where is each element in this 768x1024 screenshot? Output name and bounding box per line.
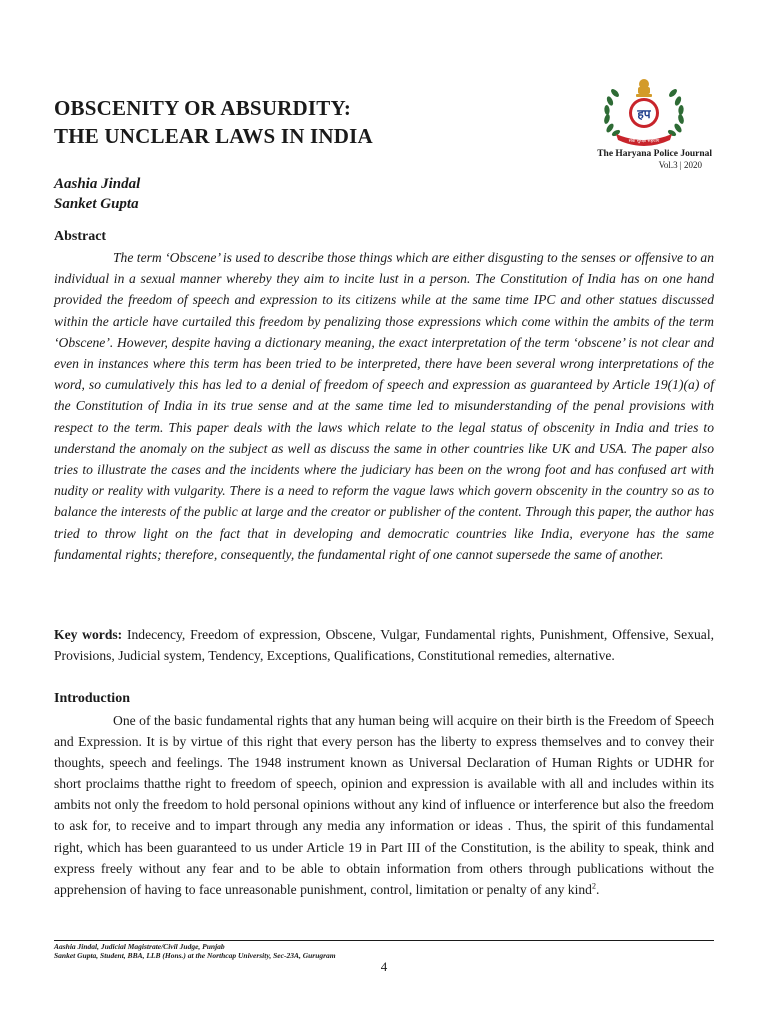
introduction-end: . [595, 881, 600, 897]
emblem-motto: सेवा सुरक्षा सहयोग [628, 139, 660, 144]
keywords-text: Indecency, Freedom of expression, Obscene, Vulgar, Fundamental rights, Punishment, Offensive, Sexual, Provisions, Judicial system, Tendency, Exceptions, Qualifications, Constitutional remedies, alternative. [54, 627, 714, 663]
article-title [54, 94, 494, 150]
introduction-heading: Introduction [54, 691, 130, 706]
journal-name: The Haryana Police Journal [597, 149, 712, 159]
author-list [54, 174, 140, 214]
abstract-heading: Abstract [54, 229, 107, 244]
introduction-text [54, 710, 714, 900]
footnote-divider [54, 940, 714, 941]
footnotes [54, 942, 714, 960]
journal-volume: Vol.3 | 2020 [658, 160, 702, 170]
keywords [54, 624, 714, 666]
haryana-police-emblem-icon [596, 76, 692, 148]
footnote: Sanket Gupta, Student, BBA, LLB (Hons.) at the Northcap University, Sec-23A, Gurugram [54, 951, 336, 960]
title-line-2: THE UNCLEAR LAWS IN INDIA [54, 124, 373, 148]
introduction-body: One of the basic fundamental rights that any human being will acquire on their birth is the Freedom of Speech and Expression. It is by virtue of this right that every person has the liberty to express themselves and to convey their thoughts, speech and feelings. The 1948 instrument known as Universal Declaration of Human Rights or UDHR for short proclaims thatthe right to freedom of speech, opinion and expression is available with all and includes within its ambits not only the freedom to hold personal opinions without any kind of influence or interference but also the freedom to ask for, to receive and to impart through any media any information or ideas . Thus, the spirit of this fundamental right, which has been guaranteed to us under Article 19 in Part III of the Constitution, is the ability to speak, think and express freely without any fear and to be able to obtain information from others through publications without the apprehension of having to face unreasonable punishment, control, limitation or penalty of any kind [54, 713, 714, 897]
keywords-label: Key words: [54, 627, 123, 642]
footnote: Aashia Jindal, Judicial Magistrate/Civil Judge, Punjab [54, 942, 225, 951]
author-name: Sanket Gupta [54, 196, 139, 212]
title-line-1: OBSCENITY OR ABSURDITY: [54, 96, 352, 120]
journal-info [560, 149, 712, 171]
abstract-text: The term ‘Obscene’ is used to describe those things which are either disgusting to the senses or offensive to an individual in a sexual manner whereby they aim to incite lust in a person. The Constitution of India has on one hand provided the freedom of speech and expression to its citizens while at the same time IPC and other statues discussed within the article have curtailed this freedom by penalizing those expressions which come within the ambits of the term ‘Obscene’. However, despite having a dictionary meaning, the exact interpretation of the term ‘obscene’ is not clear and even in instances where this term has been tried to be interpreted, there have been several wrong interpretations of the word, so cumulatively this has led to a denial of freedom of speech and expression as guaranteed by Article 19(1)(a) of the Constitution of India in its true sense and at the same time led to misunderstanding of the penal provisions with respect to the term. This paper deals with the laws which relate to the legal status of obscenity in India and tries to understand the anomaly on the subject as well as discuss the same in other countries like UK and USA. The paper also tries to illustrate the cases and the incidents where the judiciary has been on the wrong foot and has confused art with nudity or reality with vulgarity. There is a need to reform the vague laws which govern obscenity in the country so as to balance the interests of the public at large and the creator or publisher of the content. Through this paper, the author has tried to throw light on the fact that in developing and democratic countries like India, everyone has the same fundamental rights; therefore, consequently, the fundamental right of one cannot supersede the same of another. [54, 250, 714, 562]
author-name: Aashia Jindal [54, 176, 141, 192]
emblem-monogram: हप [637, 107, 651, 121]
page-number: 4 [380, 959, 388, 974]
footnote-reference: 2 [591, 881, 596, 891]
